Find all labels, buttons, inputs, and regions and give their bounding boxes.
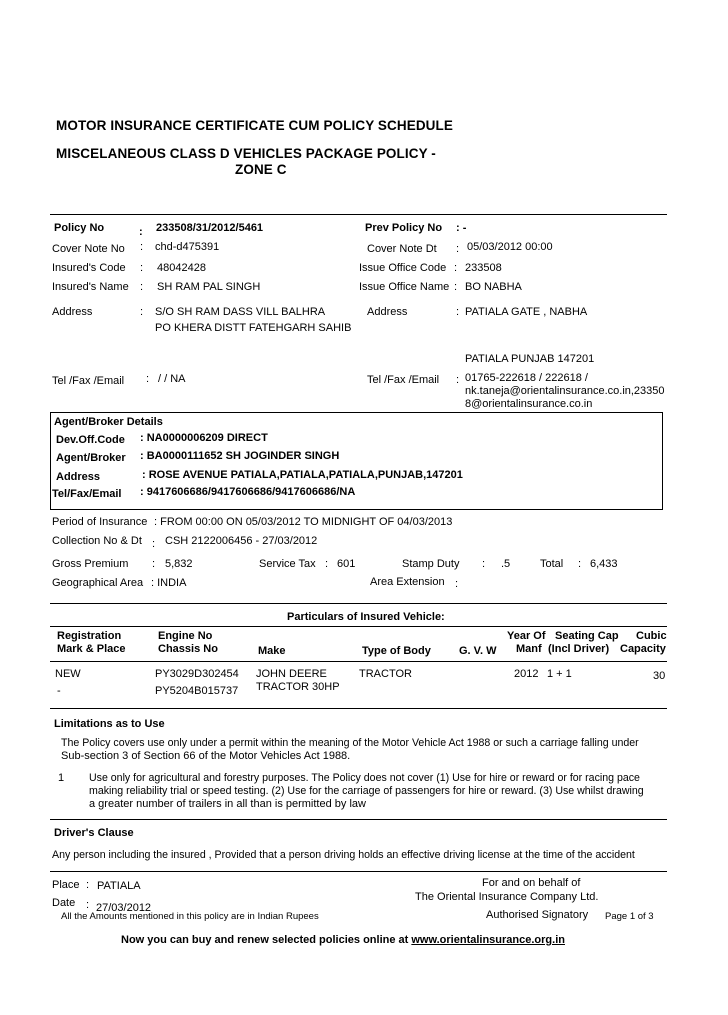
colon: : [456, 306, 460, 318]
dev-off-code-label: Dev.Off.Code [56, 434, 125, 446]
colon: : [456, 243, 460, 255]
col-incl-driver: (Incl Driver) [548, 643, 610, 655]
colon: : [86, 879, 90, 891]
agent-details-heading: Agent/Broker Details [54, 416, 163, 428]
colon: : [140, 241, 144, 253]
insured-code-label: Insured's Code [52, 262, 126, 274]
colon: : [140, 306, 144, 318]
col-cubic: Cubic [636, 630, 667, 642]
insured-code-value: 48042428 [157, 262, 206, 274]
colon: : [578, 558, 582, 570]
agent-address-value: : ROSE AVENUE PATIALA,PATIALA,PATIALA,PUNJAB,147201 [142, 469, 463, 481]
company-name: The Oriental Insurance Company Ltd. [415, 891, 599, 903]
office-tel-line1: 01765-222618 / 222618 / [465, 372, 588, 384]
cover-note-dt-label: Cover Note Dt [367, 243, 437, 255]
col-year-of: Year Of [507, 630, 546, 642]
vehicle-chassis-no: PY5204B015737 [155, 685, 239, 697]
limitations-item-line3: a greater number of trailers in all than is permitted by law [89, 798, 366, 810]
colon: : [146, 373, 150, 385]
tel-label: Tel /Fax /Email [52, 375, 125, 387]
colon: : [140, 262, 144, 274]
issue-office-code-label: Issue Office Code [359, 262, 447, 274]
colon: : [152, 558, 156, 570]
limitations-line2: Sub-section 3 of Section 66 of the Motor Vehicles Act 1988. [61, 750, 351, 762]
limitations-line1: The Policy covers use only under a permit within the meaning of the Motor Vehicle Act 1988 or such a carriage falling under [61, 737, 639, 749]
vehicle-body-type: TRACTOR [359, 668, 412, 680]
date-label: Date [52, 897, 76, 909]
vehicle-make-line1: JOHN DEERE [256, 668, 327, 680]
colon: : [86, 899, 90, 911]
gross-premium-label: Gross Premium [52, 558, 129, 570]
office-address-line1: PATIALA GATE , NABHA [465, 306, 588, 318]
agent-broker-value: : BA0000111652 SH JOGINDER SINGH [140, 450, 340, 462]
zone-title: ZONE C [235, 162, 287, 177]
gross-premium-value: 5,832 [165, 558, 193, 570]
divider [50, 214, 667, 215]
prev-policy-label: Prev Policy No [365, 222, 443, 234]
vehicle-cubic: 30 [653, 670, 666, 682]
divider [50, 819, 667, 820]
colon: : [454, 262, 458, 274]
policy-class-title: MISCELANEOUS CLASS D VEHICLES PACKAGE POLICY - [56, 146, 436, 161]
col-engine-no: Engine No [158, 630, 213, 642]
issue-office-code-value: 233508 [465, 262, 502, 274]
insured-name-label: Insured's Name [52, 281, 129, 293]
col-seating-cap: Seating Cap [555, 630, 619, 642]
office-address-line2: PATIALA PUNJAB 147201 [465, 353, 595, 365]
col-type-of-body: Type of Body [362, 645, 431, 657]
vehicle-seating: 1 + 1 [547, 668, 572, 680]
divider [50, 661, 667, 662]
online-promo-text: Now you can buy and renew selected policies online at [121, 934, 409, 946]
geographical-area-label: Geographical Area [52, 577, 144, 589]
page-number: Page 1 of 3 [605, 911, 654, 922]
divider [50, 708, 667, 709]
agent-tel-value: : 9417606686/9417606686/9417606686/NA [140, 486, 356, 498]
col-gvw: G. V. W [459, 645, 497, 657]
policy-no-label: Policy No [54, 222, 105, 234]
divider [50, 871, 667, 872]
total-label: Total [540, 558, 564, 570]
total-value: 6,433 [590, 558, 618, 570]
cover-note-value: chd-d475391 [155, 241, 220, 253]
area-extension-label: Area Extension [370, 576, 445, 588]
colon: : [456, 374, 460, 386]
divider [50, 626, 667, 627]
col-capacity: Capacity [620, 643, 666, 655]
colon: : [455, 578, 459, 590]
stamp-duty-label: Stamp Duty [402, 558, 460, 570]
col-manf: Manf [516, 643, 542, 655]
limitations-heading: Limitations as to Use [54, 718, 165, 730]
authorised-signatory: Authorised Signatory [486, 909, 589, 921]
limitations-item-line1: Use only for agricultural and forestry purposes. The Policy does not cover (1) Use for hire or reward or for racing pace [89, 772, 640, 784]
service-tax-label: Service Tax [259, 558, 316, 570]
issue-office-name-value: BO NABHA [465, 281, 522, 293]
cover-note-dt-value: 05/03/2012 00:00 [467, 241, 553, 253]
colon: : [140, 281, 144, 293]
place-label: Place [52, 879, 80, 891]
agent-broker-label: Agent/Broker [56, 452, 126, 464]
address-label: Address [52, 306, 93, 318]
col-registration: Registration [57, 630, 122, 642]
col-mark-place: Mark & Place [57, 643, 126, 655]
divider [50, 603, 667, 604]
drivers-clause-text: Any person including the insured , Provided that a person driving holds an effective driving license at the time of the accident [52, 849, 635, 861]
agent-tel-label: Tel/Fax/Email [52, 488, 122, 500]
period-label: Period of Insurance [52, 516, 148, 528]
stamp-duty-value: .5 [501, 558, 511, 570]
office-tel-label: Tel /Fax /Email [367, 374, 440, 386]
office-tel-line2: nk.taneja@orientalinsurance.co.in,23350 [465, 385, 665, 397]
dev-off-code-value: : NA0000006209 DIRECT [140, 432, 268, 444]
vehicle-place: - [57, 685, 61, 697]
insured-address-line1: S/O SH RAM DASS VILL BALHRA [155, 306, 326, 318]
vehicle-make-line2: TRACTOR 30HP [256, 681, 340, 693]
vehicle-year: 2012 [514, 668, 539, 680]
office-address-label: Address [367, 306, 408, 318]
vehicle-engine-no: PY3029D302454 [155, 668, 239, 680]
col-make: Make [258, 645, 286, 657]
cover-note-label: Cover Note No [52, 243, 125, 255]
agent-address-label: Address [56, 471, 101, 483]
colon: : [139, 226, 143, 238]
amounts-note: All the Amounts mentioned in this policy are in Indian Rupees [61, 911, 319, 922]
behalf-line1: For and on behalf of [482, 877, 581, 889]
limitations-item-line2: making reliability trial or speed testing. (2) Use for the carriage of passengers for hire or reward. (3) Use whilst drawing [89, 785, 644, 797]
online-promo [121, 934, 565, 947]
geographical-area-value: : INDIA [151, 577, 187, 589]
col-chassis-no: Chassis No [158, 643, 218, 655]
service-tax-value: 601 [337, 558, 356, 570]
colon: : [325, 558, 329, 570]
collection-label: Collection No & Dt [52, 535, 142, 547]
collection-value: CSH 2122006456 - 27/03/2012 [165, 535, 318, 547]
prev-policy-value: : - [456, 222, 467, 234]
colon: : [454, 281, 458, 293]
insured-name-value: SH RAM PAL SINGH [157, 281, 261, 293]
limitations-item-number: 1 [58, 772, 65, 784]
insured-address-line2: PO KHERA DISTT FATEHGARH SAHIB [155, 322, 352, 334]
drivers-clause-heading: Driver's Clause [54, 827, 134, 839]
period-value: : FROM 00:00 ON 05/03/2012 TO MIDNIGHT OF 04/03/2013 [154, 516, 453, 528]
website-link[interactable]: www.orientalinsurance.org.in [411, 934, 565, 946]
vehicle-registration: NEW [55, 668, 81, 680]
tel-value: / / NA [158, 373, 186, 385]
policy-no-value: 233508/31/2012/5461 [156, 222, 264, 234]
colon: : [482, 558, 486, 570]
certificate-title: MOTOR INSURANCE CERTIFICATE CUM POLICY SCHEDULE [56, 118, 453, 133]
issue-office-name-label: Issue Office Name [359, 281, 450, 293]
office-tel-line3: 8@orientalinsurance.co.in [465, 398, 593, 410]
colon: : [152, 538, 156, 550]
vehicle-heading: Particulars of Insured Vehicle: [287, 611, 445, 623]
date-value: 27/03/2012 [96, 902, 152, 914]
place-value: PATIALA [97, 880, 141, 892]
